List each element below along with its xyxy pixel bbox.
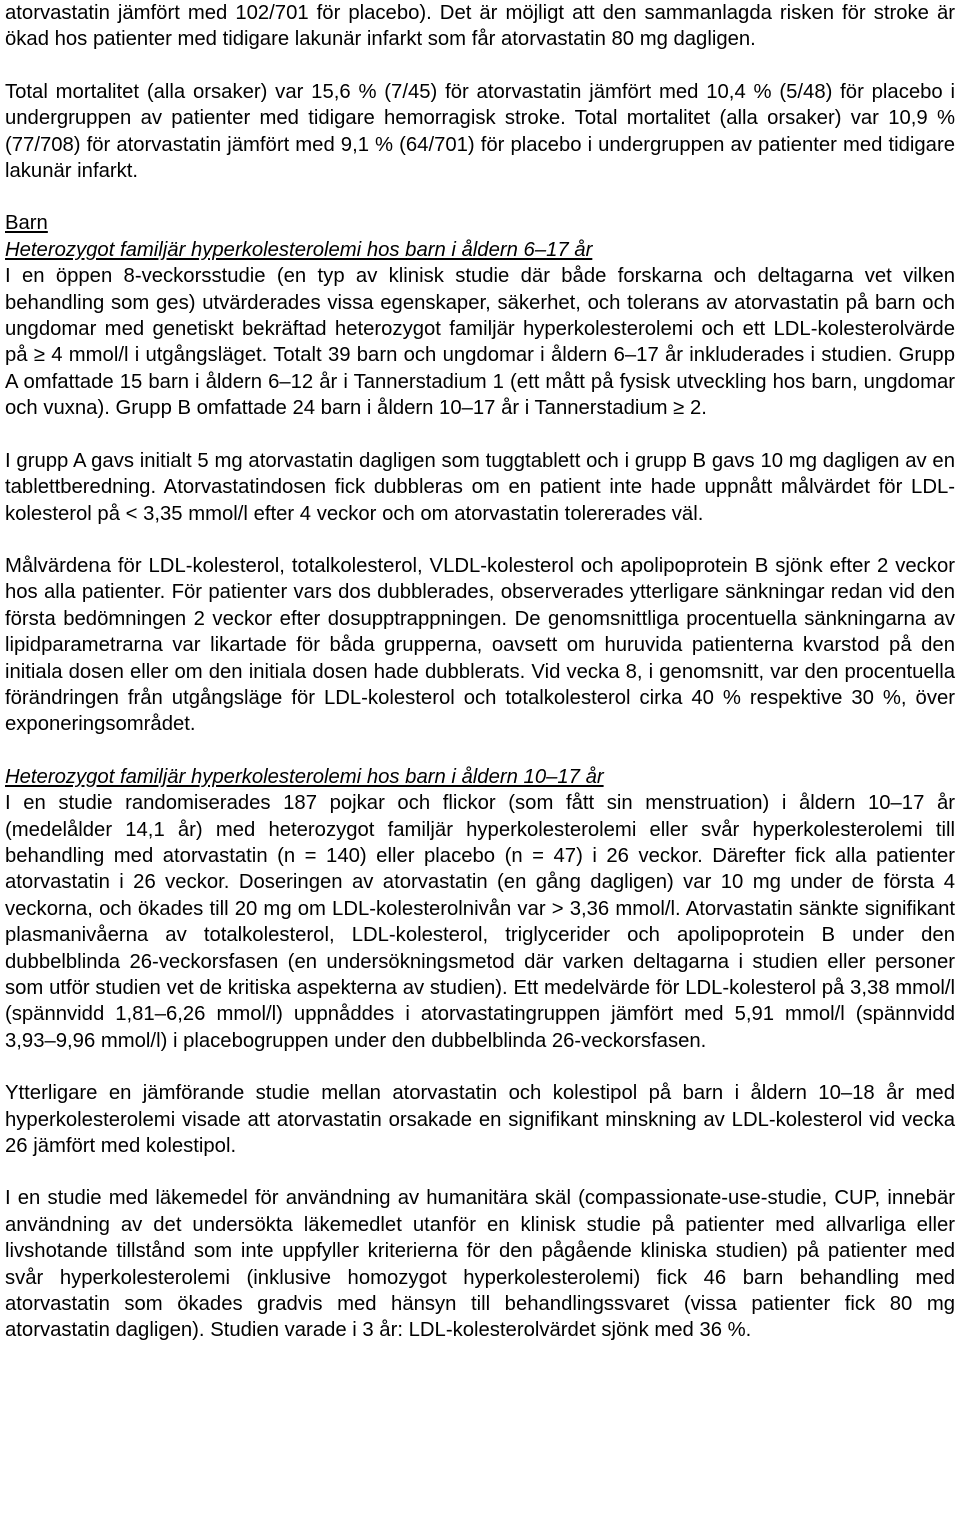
subheading-6-17: Heterozygot familjär hyperkolesterolemi hos barn i åldern 6–17 år — [5, 238, 593, 261]
paragraph-stroke-risk: atorvastatin jämfört med 102/701 för placebo). Det är möjligt att den sammanlagda risken för stroke är ökad hos patienter med tidigare lakunär infarkt som får atorvastatin 80 mg dagligen. — [5, 2, 955, 51]
paragraph-randomized-study: I en studie randomiserades 187 pojkar och flickor (som fått sin menstruation) i åldern 10–17 år (medelålder 14,1 år) med heterozygot familjär hyperkolesterolemi eller svår hyperkolesterolemi till behandling med atorvastatin (n = 140) eller placebo (n = 47) i 26 veckor. Därefter fick alla patienter atorvastatin i 26 veckor. Doseringen av atorvastatin (en gång dagligen) var 10 mg under de första 4 veckorna, och ökades till 20 mg om LDL-kolesterolnivån var > 3,36 mmol/l. Atorvastatin sänkte signifikant plasmanivåerna av totalkolesterol, LDL-kolesterol, triglycerider och apolipoprotein B under den dubbelblinda 26-veckorsfasen (en undersökningsmetod där varken deltagarna i studien eller personer som utför studien vet de kritiska aspekterna av studien). Ett medelvärde för LDL-kolesterol på 3,38 mmol/l (spännvidd 1,81–6,26 mmol/l) uppnåddes i atorvastatingruppen jämfört med 5,91 mmol/l (spännvidd 3,93–9,96 mmol/l) i placebogruppen under den dubbelblinda 26-veckorsfasen. — [5, 792, 955, 1052]
paragraph-dosing-groups: I grupp A gavs initialt 5 mg atorvastatin dagligen som tuggtablett och i grupp B gavs 10 mg dagligen av en tablettberedning. Atorvastatindosen fick dubbleras om en patient inte hade uppnått målvärdet för LDL-kolesterol på < 3,35 mmol/l efter 4 veckor och om atorvastatin tolererades väl. — [5, 449, 955, 525]
paragraph-open-study: I en öppen 8-veckorsstudie (en typ av klinisk studie där både forskarna och deltagarna vet vilken behandling som ges) utvärderades vissa egenskaper, säkerhet, och tolerans av atorvastatin på barn och ungdomar med genetiskt bekräftad heterozygot familjär hyperkolesterolemi och ett LDL-kolesterolvärde på ≥ 4 mmol/l i utgångsläget. Totalt 39 barn och ungdomar i åldern 6–17 år inkluderades i studien. Grupp A omfattade 15 barn i åldern 6–12 år i Tannerstadium 1 (ett mått på fysisk utveckling hos barn, ungdomar och vuxna). Grupp B omfattade 24 barn i åldern 10–17 år i Tannerstadium ≥ 2. — [5, 265, 955, 420]
paragraph-colestipol-study: Ytterligare en jämförande studie mellan atorvastatin och kolestipol på barn i åldern 10–18 år med hyperkolesterolemi visade att atorvastatin orsakade en signifikant minskning av LDL-kolesterol vid vecka 26 jämfört med kolestipol. — [5, 1082, 955, 1158]
paragraph-total-mortality: Total mortalitet (alla orsaker) var 15,6 % (7/45) för atorvastatin jämfört med 10,4 % (5/48) för placebo i undergruppen av patienter med tidigare hemorragisk stroke. Total mortalitet (alla orsaker) var 10,9 % (77/708) för atorvastatin jämfört med 9,1 % (64/701) för placebo i undergruppen av patienter med tidigare lakunär infarkt. — [5, 80, 955, 183]
paragraph-target-values: Målvärdena för LDL-kolesterol, totalkolesterol, VLDL-kolesterol och apolipoprotein B sjönk efter 2 veckor hos alla patienter. För patienter vars dos dubblerades, observerades ytterligare sänkningar redan vid den första bedömningen 2 veckor efter dosupptrappningen. De genomsnittliga procentuella sänkningarna av lipidparametrarna var likartade för båda grupperna, oavsett om huruvida patienterna kvarstod på den initiala dosen eller om den initiala dosen hade dubblerats. Vid vecka 8, i genomsnitt, var den procentuella förändringen från utgångsläge för LDL-kolesterol och totalkolesterol cirka 40 % respektive 30 %, över exponeringsområdet. — [5, 554, 955, 736]
subheading-10-17: Heterozygot familjär hyperkolesterolemi hos barn i åldern 10–17 år — [5, 765, 604, 788]
section-heading-children: Barn — [5, 212, 48, 235]
paragraph-compassionate-use: I en studie med läkemedel för användning av humanitära skäl (compassionate-use-studie, CUP, innebär användning av det undersökta läkemedlet utanför en klinisk studie på patienter med allvarliga eller livshotande tillstånd som inte uppfyller kriterierna för den pågående kliniska studien) på patienter med svår hyperkolesterolemi (inklusive homozygot hyperkolesterolemi) fick 46 barn behandling med atorvastatin som ökades gradvis med hänsyn till behandlingssvaret (vissa patienter fick 80 mg atorvastatin dagligen). Studien varade i 3 år: LDL-kolesterolvärdet sjönk med 36 %. — [5, 1187, 955, 1342]
document-page — [5, 0, 955, 1344]
